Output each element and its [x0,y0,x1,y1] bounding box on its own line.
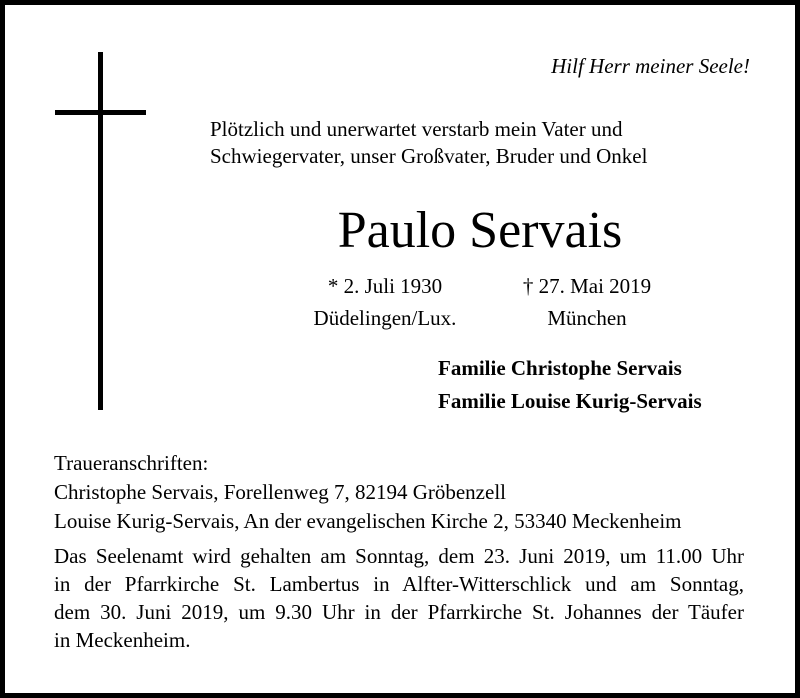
deceased-name: Paulo Servais [337,202,623,259]
family-name: Familie Louise Kurig-Servais [438,389,702,413]
mourning-families [438,352,702,418]
birth-info [295,270,475,334]
birth-date: * 2. Juli 1930 [327,274,443,298]
service-line: dem 30. Juni 2019, um 9.30 Uhr in der Pfarrkirche St. Johannes der Täufer [54,600,744,624]
intro-text [210,116,647,170]
motto: Hilf Herr meiner Seele! [551,54,750,78]
addresses-heading: Traueranschriften: [54,451,209,475]
cross-horizontal-bar [55,110,146,115]
intro-line: Plötzlich und unerwartet verstarb mein Vater und [210,117,623,141]
death-info [497,270,677,334]
birth-place: Düdelingen/Lux. [313,306,457,330]
death-date: † 27. Mai 2019 [522,274,652,298]
service-announcement [54,542,744,654]
service-line: in der Pfarrkirche St. Lambertus in Alfter-Witterschlick und am Sonntag, [54,572,744,596]
address-line: Louise Kurig-Servais, An der evangelischen Kirche 2, 53340 Meckenheim [54,509,682,533]
service-line: Das Seelenamt wird gehalten am Sonntag, dem 23. Juni 2019, um 11.00 Uhr [54,544,744,568]
death-place: München [547,306,627,330]
mourning-addresses [54,449,682,536]
intro-line: Schwiegervater, unser Großvater, Bruder und Onkel [210,144,648,168]
family-name: Familie Christophe Servais [438,356,682,380]
service-line: in Meckenheim. [54,628,191,652]
address-line: Christophe Servais, Forellenweg 7, 82194 Gröbenzell [54,480,506,504]
